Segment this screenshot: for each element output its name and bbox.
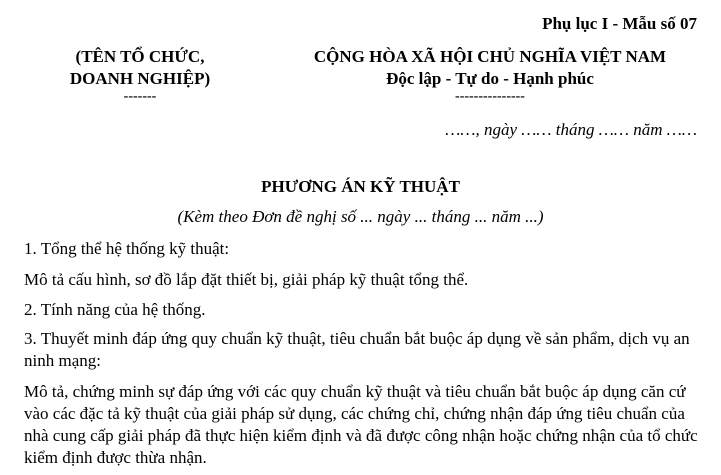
national-motto-divider: --------------- [455,89,525,104]
paragraph-section-1-body: Mô tả cấu hình, sơ đồ lắp đặt thiết bị, giải pháp kỹ thuật tổng thể. [24,270,469,289]
paragraph-section-3-heading: 3. Thuyết minh đáp ứng quy chuẩn kỹ thuật, tiêu chuẩn bắt buộc áp dụng về sản phẩm, dịch vụ an ninh mạng: [24,329,690,370]
annex-label: Phụ lục I - Mẫu số 07 [542,14,697,33]
document-title: PHƯƠNG ÁN KỸ THUẬT [261,177,460,196]
organization-name-line2: DOANH NGHIỆP) [69,69,211,88]
national-motto: Độc lập - Tự do - Hạnh phúc [386,69,594,88]
paragraph-section-2-heading: 2. Tính năng của hệ thống. [24,300,206,319]
national-motto-block [280,46,700,90]
organization-name-block [50,46,230,90]
organization-name-line1: (TÊN TỔ CHỨC, [75,47,205,66]
document-subtitle: (Kèm theo Đơn đề nghị số ... ngày ... tháng ... năm ...) [177,207,544,226]
national-name: CỘNG HÒA XÃ HỘI CHỦ NGHĨA VIỆT NAM [313,47,667,66]
paragraph-section-1-heading: 1. Tổng thể hệ thống kỹ thuật: [24,239,230,258]
paragraph-section-3-body: Mô tả, chứng minh sự đáp ứng với các quy chuẩn kỹ thuật và tiêu chuẩn bắt buộc áp dụng căn cứ vào các đặc tả kỹ thuật của giải pháp sử dụng, các chứng chỉ, chứng nhận đáp ứng tiêu chuẩn của nhà cung cấp giải pháp đã thực hiện kiểm định và đã được công nhận hoặc chứng nhận của tổ chức kiểm định được thừa nhận. [24,382,698,467]
organization-divider: ------- [123,89,157,104]
date-line: ……, ngày …… tháng …… năm …… [445,120,697,139]
